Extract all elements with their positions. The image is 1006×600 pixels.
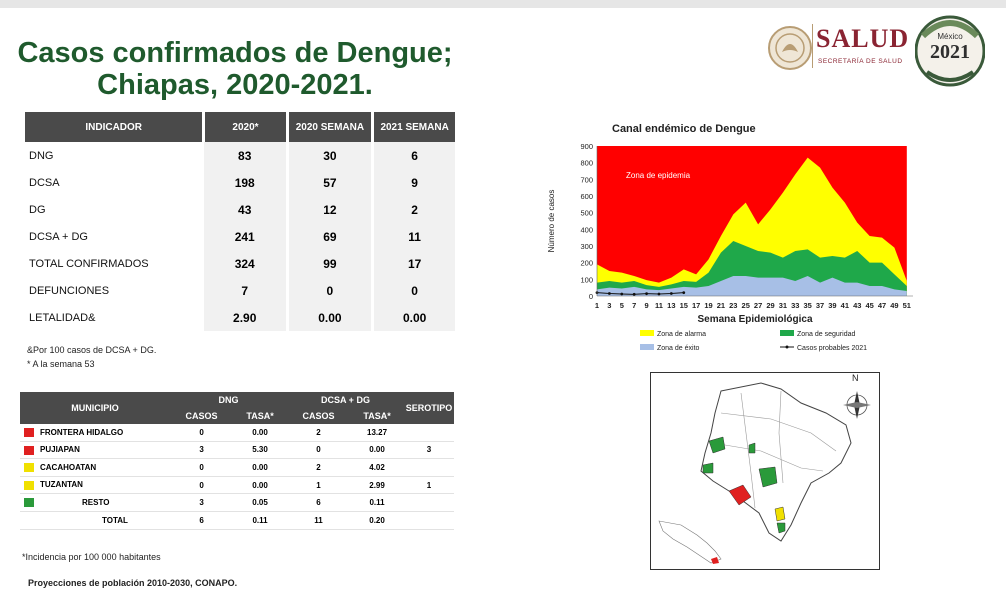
casos-probables-point bbox=[608, 292, 611, 295]
legend-swatch bbox=[780, 330, 794, 336]
note-semana: * A la semana 53 bbox=[27, 359, 95, 369]
col-2020: 2020* bbox=[204, 112, 287, 142]
x-tick-label: 11 bbox=[654, 301, 663, 310]
x-tick-label: 9 bbox=[644, 301, 649, 310]
dcsa-casos: 1 bbox=[287, 476, 350, 494]
table-row bbox=[20, 459, 454, 477]
dng-casos: 6 bbox=[170, 511, 233, 529]
table-row bbox=[20, 441, 454, 459]
y-tick-label: 800 bbox=[580, 158, 593, 168]
serotipo: 1 bbox=[404, 476, 454, 494]
value-2020: 2.90 bbox=[204, 304, 287, 331]
x-tick-label: 41 bbox=[840, 301, 850, 310]
y-tick-label: 600 bbox=[580, 192, 593, 201]
serotipo: 3 bbox=[404, 441, 454, 459]
footnote-incidencia: *Incidencia por 100 000 habitantes bbox=[22, 552, 161, 562]
value-2021-semana: 17 bbox=[373, 250, 455, 277]
row-label: LETALIDAD& bbox=[29, 311, 96, 324]
y-tick-label: 700 bbox=[580, 175, 593, 185]
table-row bbox=[20, 476, 454, 494]
dng-tasa: 0.11 bbox=[233, 511, 287, 529]
dcsa-tasa: 0.00 bbox=[350, 441, 404, 459]
col-dcsa-tasa: TASA* bbox=[350, 408, 404, 424]
dcsa-tasa: 13.27 bbox=[350, 424, 404, 441]
row-label: DCSA bbox=[29, 176, 60, 189]
municipio-name: TUZANTAN bbox=[40, 480, 83, 490]
y-tick-label: 200 bbox=[580, 258, 593, 268]
salud-wordmark: SALUD bbox=[816, 24, 910, 53]
map-region-green bbox=[703, 463, 713, 473]
x-tick-label: 49 bbox=[890, 301, 899, 310]
x-tick-label: 21 bbox=[716, 301, 726, 310]
value-2020-semana: 30 bbox=[287, 142, 373, 169]
legend-label: Zona de éxito bbox=[657, 345, 700, 352]
y-tick-label: 400 bbox=[580, 225, 593, 235]
mexico-2021-logo bbox=[915, 14, 985, 88]
table-row bbox=[25, 250, 455, 277]
x-tick-label: 1 bbox=[594, 301, 600, 310]
dcsa-tasa: 2.99 bbox=[350, 476, 404, 494]
col-dcsa-dg: DCSA + DG bbox=[287, 392, 404, 408]
y-tick-label: 900 bbox=[580, 142, 593, 151]
row-label: DNG bbox=[29, 149, 54, 162]
serotipo bbox=[404, 511, 454, 529]
map-region-green bbox=[749, 443, 755, 453]
x-tick-label: 47 bbox=[877, 301, 887, 310]
x-tick-label: 51 bbox=[902, 301, 911, 310]
table-row bbox=[20, 494, 454, 512]
x-tick-label: 35 bbox=[803, 301, 812, 310]
y-tick-label: 500 bbox=[580, 208, 593, 218]
chiapas-state-outline bbox=[701, 383, 851, 541]
col-dcsa-casos: CASOS bbox=[287, 408, 350, 424]
row-label: DCSA + DG bbox=[29, 230, 88, 243]
municipio-name: PUJIAPAN bbox=[40, 445, 80, 455]
top-bar bbox=[0, 0, 1006, 8]
value-2021-semana: 6 bbox=[373, 142, 455, 169]
value-2020: 241 bbox=[204, 223, 287, 250]
dng-casos: 0 bbox=[170, 459, 233, 477]
row-label: DEFUNCIONES bbox=[29, 284, 110, 297]
x-tick-label: 13 bbox=[667, 301, 676, 310]
value-2020-semana: 99 bbox=[287, 250, 373, 277]
y-axis-label: Número de casos bbox=[547, 189, 556, 253]
x-tick-label: 7 bbox=[632, 301, 637, 310]
dcsa-tasa: 0.20 bbox=[350, 511, 404, 529]
col-indicador: INDICADOR bbox=[25, 112, 204, 142]
value-2020: 198 bbox=[204, 169, 287, 196]
x-tick-label: 39 bbox=[828, 301, 837, 310]
table-row bbox=[25, 223, 455, 250]
dcsa-casos: 0 bbox=[287, 441, 350, 459]
col-serotipo: SEROTIPO bbox=[404, 392, 454, 424]
x-tick-label: 23 bbox=[729, 301, 738, 310]
salud-subtitle: SECRETARÍA DE SALUD bbox=[818, 58, 903, 65]
serotipo bbox=[404, 424, 454, 441]
table-row bbox=[25, 277, 455, 304]
serotipo bbox=[404, 459, 454, 477]
dcsa-casos: 2 bbox=[287, 424, 350, 441]
casos-probables-point bbox=[658, 293, 661, 296]
dcsa-tasa: 0.11 bbox=[350, 494, 404, 512]
col-dng-casos: CASOS bbox=[170, 408, 233, 424]
legend-label: Zona de seguridad bbox=[797, 331, 856, 338]
x-tick-label: 45 bbox=[865, 301, 874, 310]
municipio-name: CACAHOATAN bbox=[40, 462, 97, 472]
page-title-line-2: Chiapas, 2020-2021. bbox=[97, 69, 373, 101]
risk-swatch bbox=[24, 481, 34, 490]
dcsa-tasa: 4.02 bbox=[350, 459, 404, 477]
dng-tasa: 0.05 bbox=[233, 494, 287, 512]
municipios-table bbox=[20, 392, 454, 530]
risk-swatch bbox=[24, 463, 34, 472]
value-2020-semana: 69 bbox=[287, 223, 373, 250]
value-2020-semana: 57 bbox=[287, 169, 373, 196]
col-municipio: MUNICIPIO bbox=[20, 392, 170, 424]
dcsa-casos: 11 bbox=[287, 511, 350, 529]
endemic-channel-chart bbox=[540, 118, 930, 358]
x-tick-label: 27 bbox=[753, 301, 763, 310]
x-tick-label: 25 bbox=[741, 301, 750, 310]
casos-probables-point bbox=[633, 293, 636, 296]
value-2021-semana: 11 bbox=[373, 223, 455, 250]
value-2020: 83 bbox=[204, 142, 287, 169]
x-tick-label: 29 bbox=[766, 301, 775, 310]
x-tick-label: 31 bbox=[778, 301, 788, 310]
legend-swatch bbox=[640, 330, 654, 336]
risk-swatch bbox=[24, 446, 34, 455]
casos-probables-point bbox=[682, 291, 685, 294]
dng-tasa: 0.00 bbox=[233, 476, 287, 494]
x-tick-label: 43 bbox=[853, 301, 862, 310]
mexico-inset-map bbox=[659, 521, 721, 564]
x-tick-label: 37 bbox=[815, 301, 825, 310]
x-tick-label: 19 bbox=[704, 301, 713, 310]
map-region-yellow bbox=[775, 507, 785, 521]
table-row bbox=[25, 304, 455, 331]
dng-casos: 0 bbox=[170, 424, 233, 441]
col-2020-semana: 2020 SEMANA bbox=[287, 112, 373, 142]
dng-casos: 3 bbox=[170, 494, 233, 512]
dng-tasa: 0.00 bbox=[233, 424, 287, 441]
row-label: DG bbox=[29, 203, 46, 216]
table-row bbox=[20, 424, 454, 441]
municipio-name: RESTO bbox=[82, 497, 110, 507]
value-2020: 43 bbox=[204, 196, 287, 223]
compass-rose-icon bbox=[843, 391, 871, 419]
value-2021-semana: 0.00 bbox=[373, 304, 455, 331]
annotation-zona-epidemia: Zona de epidemia bbox=[626, 171, 691, 180]
row-label: TOTAL CONFIRMADOS bbox=[29, 257, 149, 270]
municipio-name: TOTAL bbox=[102, 515, 128, 525]
dcsa-casos: 2 bbox=[287, 459, 350, 477]
dng-casos: 0 bbox=[170, 476, 233, 494]
value-2020-semana: 12 bbox=[287, 196, 373, 223]
casos-probables-point bbox=[620, 293, 623, 296]
year-label: 2021 bbox=[930, 41, 970, 63]
x-tick-label: 3 bbox=[607, 301, 612, 310]
x-tick-label: 33 bbox=[791, 301, 800, 310]
col-dng-tasa: TASA* bbox=[233, 408, 287, 424]
value-2021-semana: 0 bbox=[373, 277, 455, 304]
legend-swatch-marker bbox=[786, 346, 789, 349]
note-letalidad: &Por 100 casos de DCSA + DG. bbox=[27, 345, 157, 355]
casos-probables-point bbox=[670, 292, 673, 295]
chiapas-map bbox=[650, 372, 880, 570]
x-tick-label: 15 bbox=[679, 301, 688, 310]
y-tick-label: 100 bbox=[580, 275, 593, 285]
footnote-conapo: Proyecciones de población 2010-2030, CONAPO. bbox=[28, 578, 238, 588]
x-axis-label: Semana Epidemiológica bbox=[697, 314, 813, 325]
dng-casos: 3 bbox=[170, 441, 233, 459]
table-row bbox=[25, 196, 455, 223]
chart-title: Canal endémico de Dengue bbox=[612, 123, 756, 135]
value-2020-semana: 0.00 bbox=[287, 304, 373, 331]
value-2021-semana: 2 bbox=[373, 196, 455, 223]
page-title-line-1: Casos confirmados de Dengue; bbox=[17, 37, 453, 69]
casos-probables-point bbox=[645, 292, 648, 295]
value-2021-semana: 9 bbox=[373, 169, 455, 196]
dng-tasa: 0.00 bbox=[233, 459, 287, 477]
x-tick-label: 17 bbox=[691, 301, 701, 310]
value-2020-semana: 0 bbox=[287, 277, 373, 304]
municipio-name: FRONTERA HIDALGO bbox=[40, 427, 124, 437]
legend-label: Zona de alarma bbox=[657, 331, 707, 338]
value-2020: 324 bbox=[204, 250, 287, 277]
mexico-label: México bbox=[937, 32, 963, 41]
salud-logo bbox=[768, 20, 910, 76]
dcsa-casos: 6 bbox=[287, 494, 350, 512]
y-tick-label: 0 bbox=[588, 292, 593, 301]
dng-tasa: 5.30 bbox=[233, 441, 287, 459]
legend-label: Casos probables 2021 bbox=[797, 345, 868, 352]
table-row bbox=[25, 142, 455, 169]
serotipo bbox=[404, 494, 454, 512]
y-tick-label: 300 bbox=[580, 242, 593, 251]
eagle-emblem-icon bbox=[768, 22, 812, 74]
col-2021-semana: 2021 SEMANA bbox=[373, 112, 455, 142]
risk-swatch bbox=[24, 428, 34, 437]
table-row bbox=[20, 511, 454, 529]
risk-swatch bbox=[24, 498, 34, 507]
x-tick-label: 5 bbox=[619, 301, 624, 310]
table-row bbox=[25, 169, 455, 196]
value-2020: 7 bbox=[204, 277, 287, 304]
indicators-table bbox=[25, 112, 455, 331]
legend-swatch bbox=[640, 344, 654, 350]
north-label: N bbox=[852, 373, 859, 383]
col-dng: DNG bbox=[170, 392, 287, 408]
